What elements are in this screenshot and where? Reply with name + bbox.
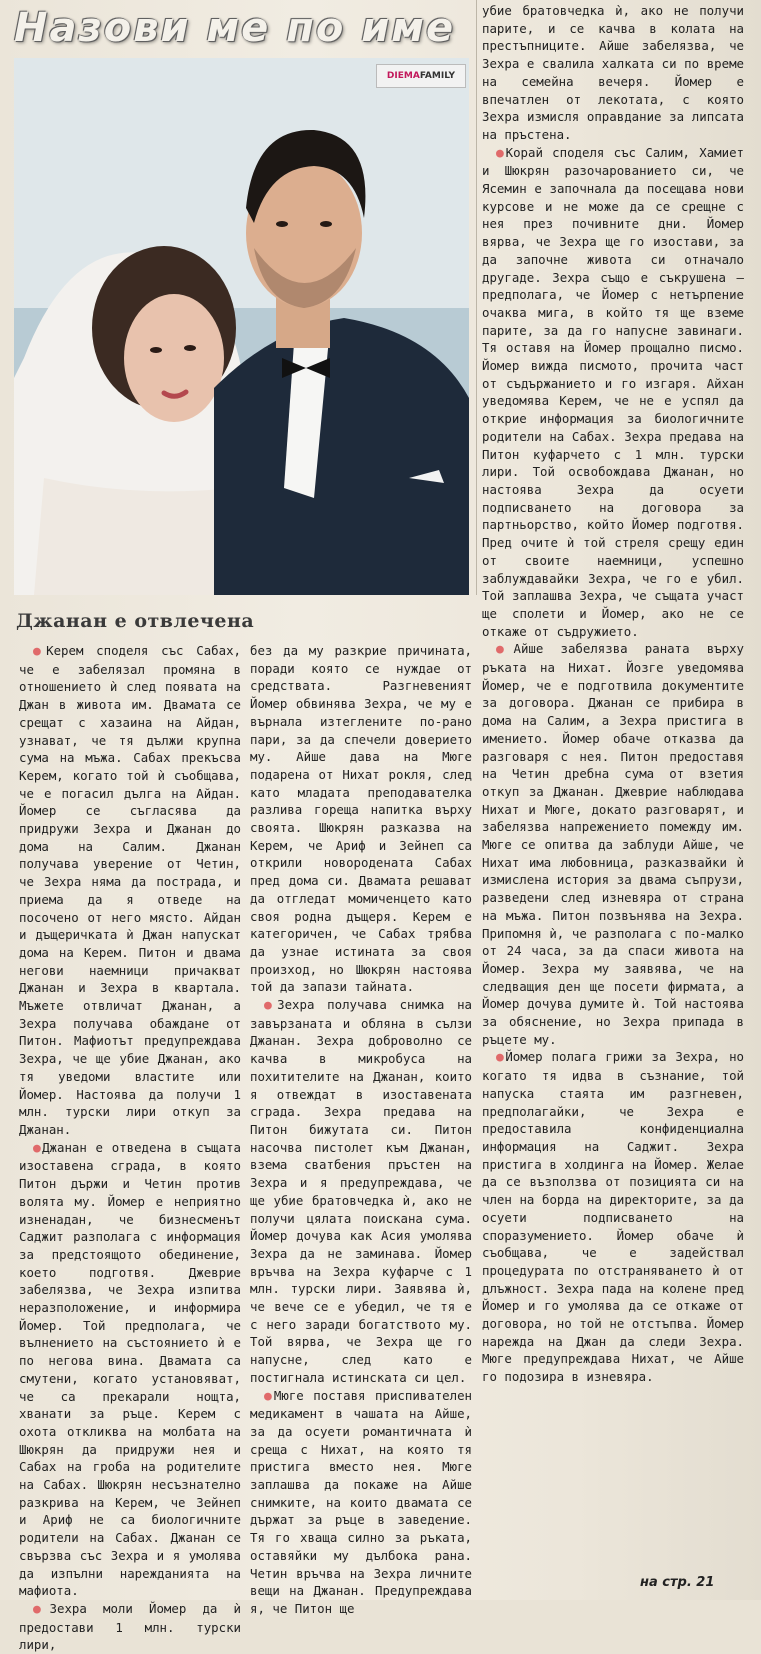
article-column-1	[19, 642, 241, 1654]
paragraph: ●Корай споделя със Салим, Хамиет и Шюкрян разочарованието си, че Ясемин е започнала да посещава нови курсове и не може да се срещне с нея през почивните дни. Йомер вярва, че Зехра ще го изостави, за да започне живота си отначало другаде. Зехра също е съкрушена – предполага, че Йомер с нетърпение очаква мига, в който тя ще вземе парите, за да го напусне завинаги. Тя оставя на Йомер прощално писмо. Йомер вижда писмото, прочита част от съдържанието и го изгаря. Айхан уведомява Керем, че не е успял да открие информация за биологичните родители на Сабах. Зехра предава на Питон куфарчето с 1 млн. турски лири. Той освобождава Джанан, но настоява Зехра да осуети подписването на договора за партньорство, който Йомер подготвя. Пред очите ѝ той стреля срещу един от своите наемници, успешно заблуждавайки Зехра, че го е убил. Той заплашва Зехра, че същата участ ще сполети и Йомер, ако не се откаже от съдружието.	[482, 144, 744, 639]
paragraph: ●Зехра получава снимка на завързаната и обляна в сълзи Джанан. Зехра доброволно се качва в микробуса на похитителите на Джанан, които я отвеждат в изоставената сграда. Зехра предава на Питон бижутата си. Питон насочва пистолет към Джанан, взема сватбения пръстен на Зехра и я предупреждава, че ще убие братовчедка ѝ, ако не получи цялата поискана сума. Йомер дочува как Асия умолява Зехра да не заминава. Йомер връчва на Зехра куфарче с 1 млн. турски лири. Заявява ѝ, че вече се е убедил, че тя е с него заради богатството му. Той вярва, че Зехра ще го напусне, след като е постигнала истинската си цел.	[250, 997, 472, 1385]
bullet-icon: ●	[264, 998, 278, 1014]
article-column-2	[250, 642, 472, 1618]
photo-illustration	[14, 58, 469, 595]
article-column-3	[482, 2, 744, 1386]
bullet-icon: ●	[33, 1601, 50, 1617]
bullet-icon: ●	[496, 1050, 506, 1066]
column-divider	[476, 0, 477, 595]
bullet-icon: ●	[496, 642, 514, 658]
paragraph: без да му разкрие причината, поради която се нуждае от средствата. Разгневеният Йомер обвинява Зехра, че му е върнала изтеглените по-рано пари, за да спечели доверието му. Айше дава на Мюге подарена от Нихат рокля, след като младата преподавателка разлива гореща напитка върху своята. Шюкрян разказва на Керем, че Ариф и Зейнеп са открили новородената Сабах пред дома си. Двамата решават да отгледат момиченцето като своя родна дъщеря. Керем е категоричен, че Сабах трябва да узнае истината за своя произход, но Шюкрян настоява той да запази тайната.	[250, 643, 472, 995]
section-heading: Джанан е отвлечена	[16, 610, 255, 632]
paragraph: ●Мюге поставя приспивателен медикамент в чашата на Айше, за да осуети романтичната ѝ среща с Нихат, на която тя пристига вместо нея. Мюге заплашва да покаже на Айше снимките, на които двамата се държат за ръце в заведение. Тя го хваща силно за ръката, оставяйки му дълбока рана. Четин връчва на Зехра личните вещи на Джанан. Предупреждава я, че Питон ще	[250, 1387, 472, 1616]
paragraph: убие братовчедка ѝ, ако не получи парите, и се качва в колата на престъпниците. Айше забелязва, че Зехра е свалила халката си по време на семейна вечеря. Йомер е впечатлен от лекотата, с която Зехра измисля оправдание за липсата на пръстена.	[482, 3, 744, 142]
bullet-icon: ●	[33, 1140, 43, 1156]
bullet-icon: ●	[264, 1388, 274, 1404]
paragraph: ●Зехра моли Йомер да ѝ предостави 1 млн. турски лири,	[19, 1600, 241, 1653]
paragraph: ●Керем споделя със Сабах, че е забелязал промяна в отношението ѝ след появата на Джан в живота им. Двамата се срещат с хазаина на Айдан, узнават, че тя дължи крупна сума на мъжа. Сабах прекъсва Керем, когато той ѝ съобщава, че е погасил дълга на Айдан. Йомер се съгласява да придружи Зехра и Джанан до дома на Салим. Джанан получава уверение от Четин, че Зехра няма да пострада, и приема да я отведе на посочено от него място. Айдан и дъщеричката ѝ Джан напускат дома на Керем. Питон и двама негови наемници причакват Джанан и Зехра в квартала. Мъжете отвличат Джанан, а Зехра получава обаждане от Питон. Мафиотът предупреждава Зехра, че ще убие Джанан, ако тя уведоми властите или Йомер. Настоява да получи 1 млн. турски лири откуп за Джанан.	[19, 643, 241, 1137]
bullet-icon: ●	[496, 145, 506, 161]
wedding-photo	[14, 58, 469, 595]
paragraph: ●Айше забелязва раната върху ръката на Нихат. Йозге уведомява Йомер, че е подготвила документите за договора. Джанан се прибира в дома на Салим, а Зехра пристига в имението. Йомер обаче отказва да разговаря с нея. Питон предоставя на Четин дребна сума от взетия откуп за Джанан. Джеврие наблюдава Нихат и Мюге, докато разговарят, и забелязва напрежението помежду им. Мюге се опитва да заблуди Айше, че Нихат има любовница, разказвайки ѝ измислена история за двама съпрузи, разведени след изневяра от страна на мъжа. Питон позвънява на Зехра. Припомня ѝ, че разполага с по-малко от 24 часа, за да спаси живота на Йомер. Зехра му заявява, че на следващия ден ще посети фирмата, а Йомер дочува думите ѝ. Той настоява за обяснение, но Зехра припада в ръцете му.	[482, 641, 744, 1047]
page-title: Назови ме по име	[14, 5, 456, 51]
channel-logo: DIEMAFAMILY	[376, 64, 466, 88]
continued-on-page: на стр. 21	[640, 1575, 715, 1590]
paragraph: ●Джанан е отведена в същата изоставена сграда, в която Питон държи и Четин против волята му. Йомер е неприятно изненадан, че бизнесменът Саджит разполага с информация за предстоящото обединение, което подготвя. Джеврие забелязва, че Зехра изпитва неразположение, и информира Йомер. Той предполага, че вълнението на състоянието ѝ е по негова вина. Двамата са смутени, когато установяват, че са прекарали нощта, хванати за ръце. Керем с охота откликва на молбата на Шюкрян да придружи нея и Сабах на гроба на родителите на Сабах. Шюкрян несъзнателно разкрива на Керем, че Зейнеп и Ариф не са биологичните родители на Сабах. Джанан се свързва със Зехра и я умолява да изпълни нарежданията на мафиота.	[19, 1139, 241, 1599]
paragraph: ●Йомер полага грижи за Зехра, но когато тя идва в съзнание, той напуска стаята им разгневен, предполагайки, че Зехра е предоставила конфиденциална информация на Саджит. Зехра пристига в холдинга на Йомер. Желае да се възползва от позицията си на член на борда на директорите, за да осуети подписването на споразумението. Йомер обаче ѝ съобщава, че е задействал процедурата по отстраняването ѝ от длъжност. Зехра пада на колене пред Йомер и го умолява да се откаже от договора, но той не отстъпва. Йомер нарежда на Джан да следи Зехра. Мюге предупреждава Нихат, че Айше го подозира в изневяра.	[482, 1049, 744, 1385]
bullet-icon: ●	[33, 644, 47, 659]
